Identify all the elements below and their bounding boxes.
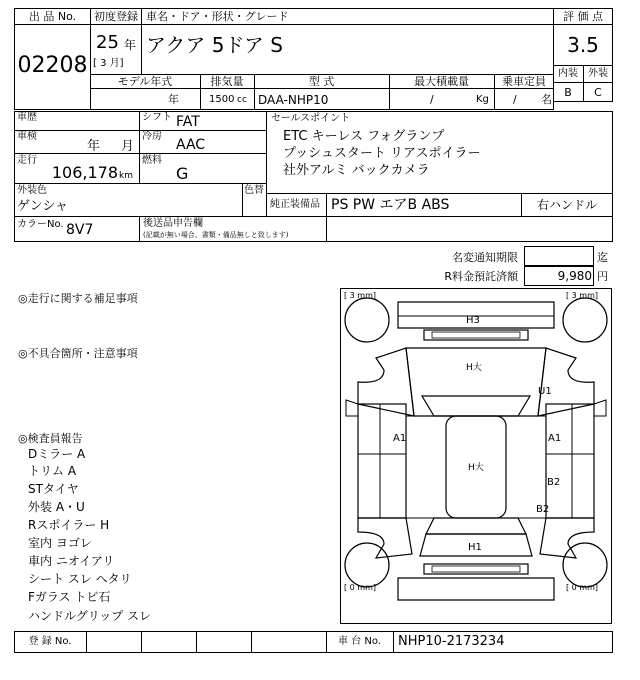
name-change-deadline-unit: 迄 — [597, 251, 608, 264]
inspector-report-item: Fガラス トビ石 — [28, 590, 111, 604]
front-grille — [424, 330, 528, 340]
delivery-label: 後送品申告欄 — [143, 218, 203, 229]
sales-points-label: セールスポイント — [271, 113, 351, 124]
capacity-unit: 名 — [541, 93, 552, 106]
exterior-grade: C — [594, 86, 602, 99]
registration-col — [196, 631, 197, 653]
mileage-label: 走行 — [17, 155, 37, 166]
front-grille-inner — [432, 332, 520, 338]
first-registration-label: 初度登録 — [94, 10, 138, 23]
right-side — [546, 404, 594, 518]
registration-col — [251, 631, 252, 653]
rear-garnish — [424, 564, 528, 574]
inspector-report-item: 車内 ニオイアリ — [28, 554, 115, 568]
left-door-front — [358, 404, 406, 518]
type-value: DAA-NHP10 — [258, 93, 329, 107]
driving-notes-title: ◎走行に関する補足事項 — [18, 292, 138, 305]
score-value: 3.5 — [567, 33, 599, 57]
mark-front-bumper: H3 — [466, 315, 480, 326]
rear-garnish-inner — [432, 566, 520, 572]
fuel-label: 燃料 — [142, 155, 162, 166]
max-load-label: 最大積載量 — [414, 75, 469, 88]
exterior-label: 外装 — [588, 68, 608, 79]
color-number-value: 8V7 — [66, 222, 94, 238]
model-year-unit: 年 — [168, 93, 179, 106]
shift-label: シフト — [142, 112, 172, 123]
tread-front-right: [ 3 mm] — [566, 291, 599, 300]
capacity-label: 乗車定員 — [502, 75, 546, 88]
fuel-value: G — [176, 164, 189, 183]
windshield — [422, 396, 530, 416]
mark-roof: H大 — [468, 463, 484, 473]
sales-point-line: 社外アルミ バックカメラ — [283, 163, 430, 178]
chassis-col — [393, 631, 394, 653]
mark-right-rear-door: B2 — [547, 477, 561, 488]
color-change-label: 色替 — [244, 185, 264, 196]
inspector-report-item: トリム A — [28, 464, 77, 478]
mark-trunk: H1 — [468, 542, 482, 553]
first-registration-year: 25 — [96, 32, 119, 53]
capacity-slash: / — [513, 93, 517, 106]
displacement-unit: cc — [237, 95, 247, 105]
registration-col — [141, 631, 142, 653]
lot-number-label: 出 品 No. — [28, 10, 77, 23]
tread-rear-right: [ 0 mm] — [566, 583, 599, 592]
max-load-slash: / — [430, 93, 434, 106]
max-load-unit: Kg — [476, 94, 489, 105]
genuine-equipment-label: 純正装備品 — [270, 199, 320, 210]
inspector-report-item: STタイヤ — [28, 482, 79, 496]
sales-point-line: ETC キーレス フォグランプ — [283, 129, 445, 144]
sales-point-line: プッシュスタート リアスポイラー — [283, 146, 481, 161]
inspector-report-item: シート スレ ヘタリ — [28, 572, 132, 586]
shift-value: FAT — [176, 114, 200, 130]
inspector-report-item: 外装 A・U — [28, 500, 85, 514]
inspection-month-unit: 月 — [121, 139, 135, 154]
delivery-value-box — [326, 216, 613, 242]
type-label: 型 式 — [308, 75, 335, 88]
displacement-value: 1500 — [209, 94, 235, 105]
left-pillars — [406, 416, 434, 518]
registration-number-label: 登 録 No. — [28, 636, 72, 647]
chassis-number-value: NHP10-2173234 — [398, 634, 505, 649]
grade-value-line — [553, 82, 613, 83]
inspector-report-item: ハンドルグリップ スレ — [28, 609, 152, 623]
model-year-label: モデル年式 — [117, 75, 173, 88]
mileage-unit: km — [119, 171, 133, 181]
right-door-front — [546, 404, 594, 518]
inspector-report-item: Dミラー A — [28, 447, 86, 461]
registration-col — [86, 631, 87, 653]
recycle-fee-unit: 円 — [597, 270, 608, 283]
color-label: 外装色 — [17, 185, 47, 196]
first-registration-month: [ 3 月] — [93, 58, 124, 69]
recycle-fee-label: R料金預託済額 — [444, 270, 518, 283]
lot-number: 02208 — [17, 53, 88, 78]
interior-grade: B — [564, 86, 572, 99]
inspection-label: 車検 — [17, 131, 37, 142]
tread-front-left: [ 3 mm] — [344, 291, 377, 300]
first-registration-year-unit: 年 — [124, 38, 137, 52]
vehicle-name-label: 車名・ドア・形状・グレード — [146, 10, 289, 23]
name-change-deadline-box — [524, 246, 594, 266]
wheel-rear-left — [345, 543, 389, 587]
left-side — [358, 404, 406, 518]
defects-notes-title: ◎不具合箇所・注意事項 — [18, 347, 138, 360]
rear-bumper — [398, 578, 554, 600]
mark-right-rear-fender: B2 — [536, 504, 550, 515]
mark-right-fender: U1 — [538, 386, 552, 397]
history-label: 車歴 — [17, 112, 37, 123]
inspection-year-unit: 年 — [87, 139, 101, 154]
interior-label: 内装 — [558, 68, 578, 79]
tread-rear-left: [ 0 mm] — [344, 583, 377, 592]
ac-value: AAC — [176, 137, 206, 153]
diagram-frame — [341, 289, 612, 624]
name-change-deadline-label: 名変通知期限 — [452, 251, 518, 264]
mark-hood: H大 — [466, 363, 482, 373]
color-value: ゲンシャ — [17, 199, 69, 214]
score-label: 評 価 点 — [563, 10, 603, 23]
handle-value: 右ハンドル — [536, 198, 597, 212]
rear-glass — [426, 518, 526, 534]
inspector-report-item: Rスポイラー H — [28, 518, 110, 532]
displacement-label: 排気量 — [210, 75, 244, 88]
wheel-front-right — [563, 298, 607, 342]
left-mirror — [346, 400, 358, 416]
damage-diagram — [340, 288, 612, 624]
hood — [406, 348, 546, 416]
wheel-front-left — [345, 298, 389, 342]
right-pillars — [518, 416, 546, 518]
ac-label: 冷房 — [142, 131, 162, 142]
vehicle-name: アクア 5ドア S — [146, 33, 283, 57]
wheel-rear-right — [563, 543, 607, 587]
score-label-line — [553, 24, 613, 25]
spec-row-midline — [90, 88, 554, 89]
mark-right-door: A1 — [548, 433, 562, 444]
delivery-note: (記載が無い場合、書類・備品無しと致します) — [143, 231, 289, 239]
color-number-label: カラーNo. — [17, 219, 64, 230]
mileage-value: 106,178 — [51, 163, 118, 182]
inspector-report-title: ◎検査員報告 — [18, 432, 83, 445]
mark-left-door: A1 — [393, 433, 407, 444]
right-mirror — [594, 400, 606, 416]
recycle-fee-value: 9,980 — [557, 269, 592, 283]
inspector-report-item: 室内 ヨゴレ — [28, 536, 92, 550]
genuine-equipment-value: PS PW エアB ABS — [331, 197, 450, 213]
chassis-number-label: 車 台 No. — [338, 636, 381, 647]
